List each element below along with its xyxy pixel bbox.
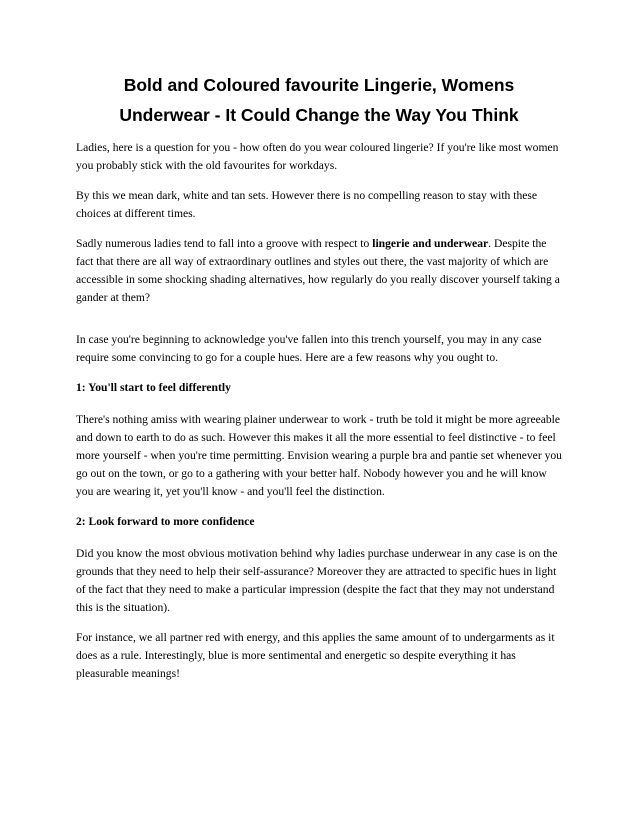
paragraph-groove	[76, 235, 562, 307]
paragraph-groove-start: Sadly numerous ladies tend to fall into a groove with respect to	[76, 237, 373, 250]
paragraph-colors: By this we mean dark, white and tan sets. However there is no compelling reason to stay with these choices at different times.	[76, 189, 538, 220]
paragraph-intro: Ladies, here is a question for you - how often do you wear coloured lingerie? If you're like most women you probably stick with the old favourites for workdays.	[76, 141, 559, 172]
paragraph-convincing: In case you're beginning to acknowledge you've fallen into this trench yourself, you may in any case require some convincing to go for a couple hues. Here are a few reasons why you ought to.	[76, 333, 542, 364]
paragraph-groove-end: . Despite the fact that there are all way of extraordinary outlines and styles out there, the vast majority of which are accessible in some shocking shading alternatives, how regularly do you really discover yourself taking a gander at them?	[76, 237, 560, 304]
document-body	[76, 139, 562, 695]
section-heading-2: 2: Look forward to more confidence	[76, 515, 255, 528]
document-title-line-2: Underwear - It Could Change the Way You Think	[119, 105, 519, 125]
document-title	[60, 70, 578, 130]
paragraph-feel-differently: There's nothing amiss with wearing plainer underwear to work - truth be told it might be more agreeable and down to earth to do as such. However this makes it all the more essential to feel distinctive - to feel more yourself - when you're time permitting. Envision wearing a purple bra and pantie set whenever you go out on the town, or go to a gathering with your better half. Nobody however you and he will know you are wearing it, yet you'll know - and you'll feel the distinction.	[76, 413, 562, 498]
document-title-line-1: Bold and Coloured favourite Lingerie, Womens	[123, 75, 515, 95]
keyword-lingerie-underwear: lingerie and underwear	[372, 237, 489, 250]
paragraph-instance: For instance, we all partner red with energy, and this applies the same amount of to undergarments as it does as a rule. Interestingly, blue is more sentimental and energetic so despite everything it has pleasurable meanings!	[76, 631, 555, 680]
section-heading-1: 1: You'll start to feel differently	[76, 381, 231, 394]
paragraph-confidence: Did you know the most obvious motivation behind why ladies purchase underwear in any case is on the grounds that they need to help their self-assurance? Moreover they are attracted to specific hues in light of the fact that they need to make a particular impression (despite the fact that they may not understand this is the situation).	[76, 547, 558, 614]
